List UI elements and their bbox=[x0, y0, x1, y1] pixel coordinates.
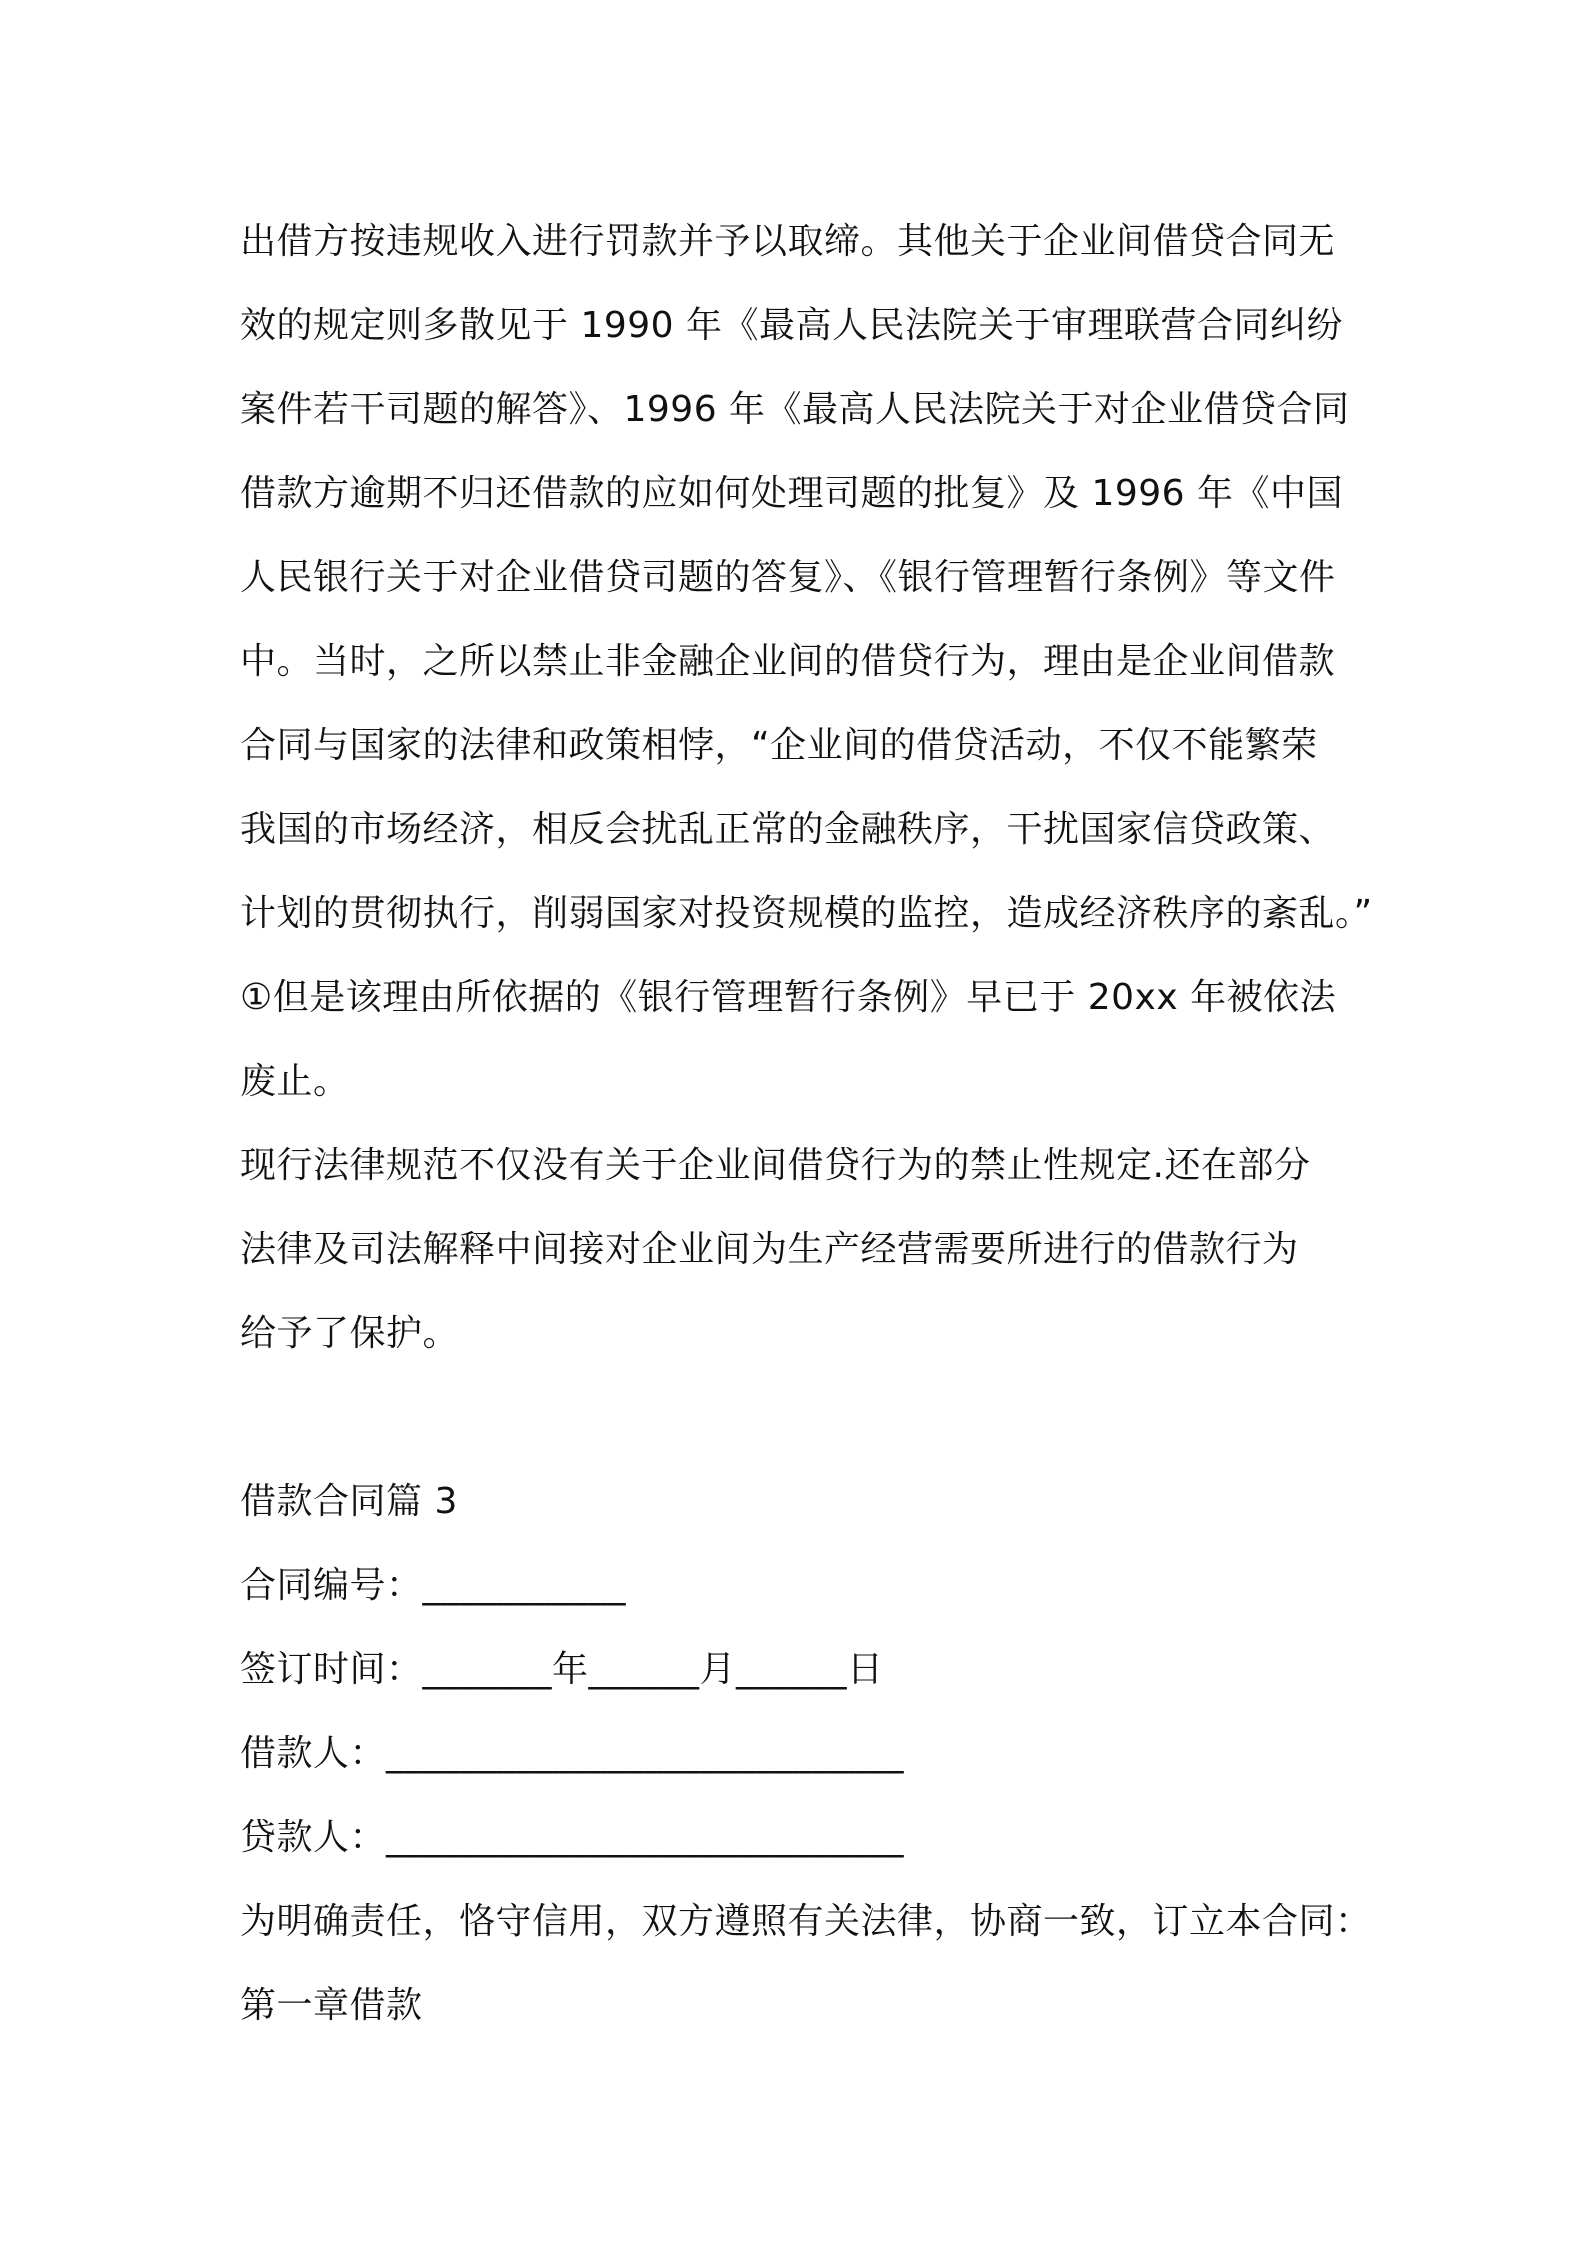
text-line: 给予了保护。 bbox=[240, 1313, 460, 1354]
text-line: 计划的贯彻执行，削弱国家对投资规模的监控，造成经济秩序的紊乱。” bbox=[240, 893, 1373, 934]
text-line: 案件若干司题的解答》、1996 年《最高人民法院关于对企业借贷合同 bbox=[240, 389, 1350, 430]
text-line: 合同与国家的法律和政策相悖，“企业间的借贷活动，不仅不能繁荣 bbox=[240, 725, 1318, 766]
document-body bbox=[240, 200, 1373, 2048]
text-line: 废止。 bbox=[240, 1061, 350, 1102]
section-title: 借款合同篇 3 bbox=[240, 1481, 458, 1522]
text-line: ①但是该理由所依据的《银行管理暂行条例》早已于 20xx 年被依法 bbox=[240, 977, 1337, 1018]
sign-date-field: 签订时间：_______年______月______日 bbox=[240, 1649, 884, 1690]
contract-section bbox=[240, 1460, 1372, 2048]
text-line: 中。当时，之所以禁止非金融企业间的借贷行为，理由是企业间借款 bbox=[240, 641, 1336, 682]
text-line: 现行法律规范不仅没有关于企业间借贷行为的禁止性规定.还在部分 bbox=[240, 1145, 1311, 1186]
text-line: 借款方逾期不归还借款的应如何处理司题的批复》及 1996 年《中国 bbox=[240, 473, 1344, 514]
blank-gap bbox=[240, 1376, 1355, 1460]
lender-field: 贷款人：____________________________ bbox=[240, 1817, 905, 1858]
borrower-field: 借款人：____________________________ bbox=[240, 1733, 905, 1774]
text-line: 效的规定则多散见于 1990 年《最高人民法院关于审理联营合同纠纷 bbox=[240, 305, 1344, 346]
chapter-heading: 第一章借款 bbox=[240, 1985, 423, 2026]
text-line: 出借方按违规收入进行罚款并予以取缔。其他关于企业间借贷合同无 bbox=[240, 221, 1336, 262]
paragraph-1 bbox=[240, 200, 1373, 1124]
preamble-text: 为明确责任，恪守信用，双方遵照有关法律，协商一致，订立本合同： bbox=[240, 1901, 1372, 1942]
paragraph-2 bbox=[240, 1124, 1355, 1376]
contract-number-field: 合同编号：___________ bbox=[240, 1565, 627, 1606]
text-line: 我国的市场经济，相反会扰乱正常的金融秩序，干扰国家信贷政策、 bbox=[240, 809, 1336, 850]
text-line: 人民银行关于对企业借贷司题的答复》、《银行管理暂行条例》等文件 bbox=[240, 557, 1336, 598]
text-line: 法律及司法解释中间接对企业间为生产经营需要所进行的借款行为 bbox=[240, 1229, 1299, 1270]
